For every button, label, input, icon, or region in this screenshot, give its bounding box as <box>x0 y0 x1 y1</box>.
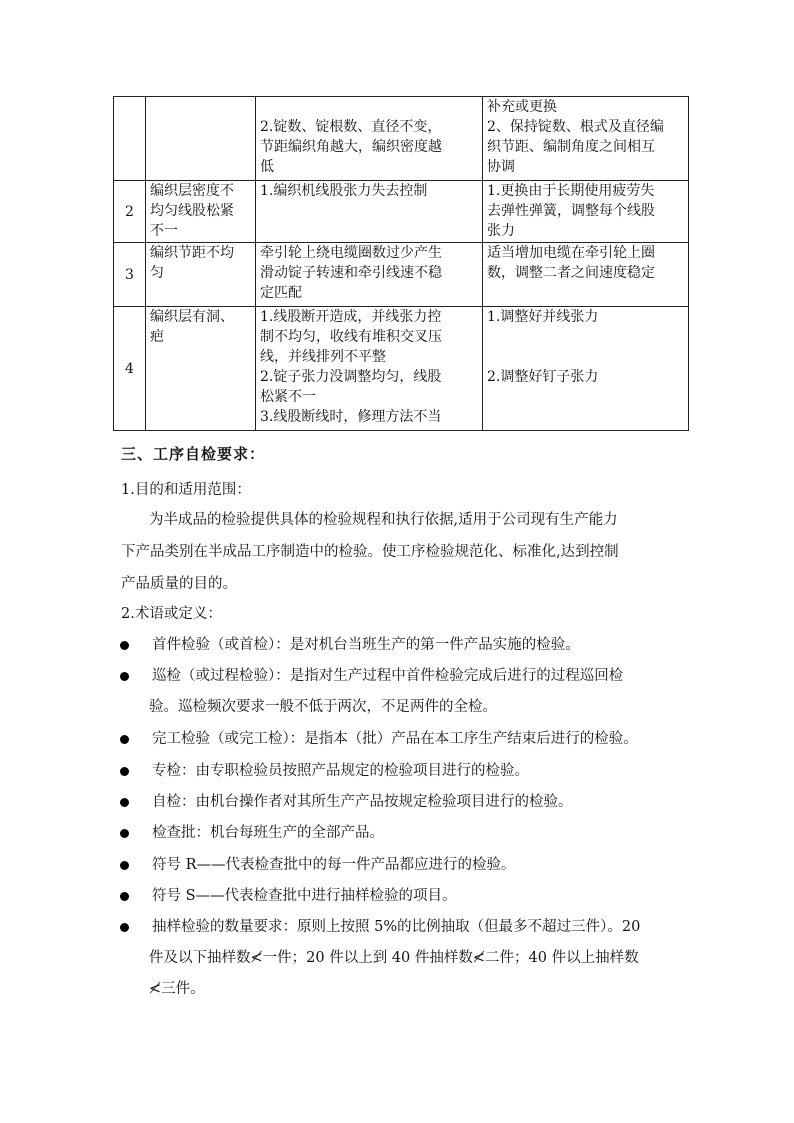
cell-cause <box>256 307 483 431</box>
row-number: 2 <box>114 181 146 243</box>
cell-cause <box>256 181 483 243</box>
cause-line: 松紧不一 <box>260 389 316 405</box>
bullet-text-line: 验。巡检频次要求一般不低于两次，不足两件的全检。 <box>149 699 497 715</box>
item1-body-line: 为半成品的检验提供具体的检验规程和执行依据,适用于公司现有生产能力 <box>149 512 618 528</box>
item1-body-line: 下产品类别在半成品工序制造中的检验。使工序检验规范化、标准化,达到控制 <box>121 544 619 560</box>
issue-line: 均匀线股松紧 <box>150 203 234 219</box>
bullet-text-line: 件及以下抽样数≮一件；20 件以上到 40 件抽样数≮二件；40 件以上抽样数 <box>149 950 639 966</box>
fix-line: 2.调整好钉子张力 <box>487 369 599 385</box>
cell-issue <box>146 97 256 181</box>
cause-line: 3.线股断线时，修理方法不当 <box>260 409 442 425</box>
bullet-dot-icon <box>120 829 129 838</box>
issue-line: 不一 <box>150 223 178 239</box>
cell-fix <box>483 181 689 243</box>
cause-line: 定匹配 <box>260 285 302 301</box>
bullet-text-line: 首件检验（或首检）：是对机台当班生产的第一件产品实施的检验。 <box>152 637 580 653</box>
cell-issue <box>146 307 256 431</box>
fix-line: 张力 <box>487 223 515 239</box>
issue-line: 疤 <box>150 329 164 345</box>
cause-line: 节距编织角越大，编织密度越 <box>260 139 442 155</box>
bullet-dot-icon <box>120 672 129 681</box>
bullet-text-line: 检查批：机台每班生产的全部产品。 <box>152 825 384 841</box>
fix-line: 去弹性弹簧，调整每个线股 <box>487 203 655 219</box>
fix-line <box>487 327 684 347</box>
row-number: 3 <box>114 243 146 307</box>
cell-fix <box>483 307 689 431</box>
cause-line <box>260 97 478 117</box>
fix-line: 数，调整二者之间速度稳定 <box>487 265 655 281</box>
bullet-text-line: 符号 S——代表检查批中进行抽样检验的项目。 <box>152 888 457 904</box>
fix-line: 织节距、编制角度之间相互 <box>487 139 655 155</box>
table-row <box>114 307 689 431</box>
row-number <box>114 97 146 181</box>
bullet-dot-icon <box>120 861 129 870</box>
bullet-text-line: 自检：由机台操作者对其所生产产品按规定检验项目进行的检验。 <box>152 794 573 810</box>
defect-table <box>113 96 689 431</box>
bullet-text-line: 巡检（或过程检验）：是指对生产过程中首件检验完成后进行的过程巡回检 <box>152 668 624 684</box>
bullet-text-line: 专检：由专职检验员按照产品规定的检验项目进行的检验。 <box>152 763 529 779</box>
cell-cause <box>256 97 483 181</box>
cause-line: 滑动锭子转速和牵引线速不稳 <box>260 265 442 281</box>
fix-line: 补充或更换 <box>487 99 557 115</box>
cause-line: 1.编织机线股张力失去控制 <box>260 183 428 199</box>
bullet-dot-icon <box>120 923 129 932</box>
item1-body-line: 产品质量的目的。 <box>121 576 237 592</box>
bullet-dot-icon <box>120 641 129 650</box>
bullet-text-line: 抽样检验的数量要求：原则上按照 5%的比例抽取（但最多不超过三件）。20 <box>152 919 641 935</box>
fix-line: 2、保持锭数、根式及直径编 <box>487 119 664 135</box>
cause-line: 2.锭子张力没调整均匀，线股 <box>260 369 442 385</box>
bullet-text-line: 符号 R——代表检查批中的每一件产品都应进行的检验。 <box>152 857 516 873</box>
bullet-text-line: 完工检验（或完工检）：是指本（批）产品在本工序生产结束后进行的检验。 <box>152 731 638 747</box>
bullet-text-line: ≮三件。 <box>149 981 205 997</box>
cell-issue <box>146 181 256 243</box>
section-heading: 三、工序自检要求： <box>121 445 266 463</box>
table-row <box>114 243 689 307</box>
table-row <box>114 97 689 181</box>
item2-title: 2.术语或定义： <box>121 606 222 622</box>
issue-line: 编织节距不均 <box>150 245 234 261</box>
bullet-dot-icon <box>120 767 129 776</box>
cause-line: 2.锭数、锭根数、直径不变， <box>260 119 442 135</box>
cause-line: 牵引轮上绕电缆圈数过少产生 <box>260 245 442 261</box>
cause-line: 线，并线排列不平整 <box>260 349 386 365</box>
fix-line: 1.更换由于长期使用疲劳失 <box>487 183 655 199</box>
cause-line: 低 <box>260 159 274 175</box>
cause-line: 制不均匀，收线有堆积交叉压 <box>260 329 442 345</box>
cell-fix <box>483 97 689 181</box>
bullet-dot-icon <box>120 735 129 744</box>
item1-title: 1.目的和适用范围： <box>121 482 251 498</box>
bullet-dot-icon <box>120 892 129 901</box>
cell-issue <box>146 243 256 307</box>
table-row <box>114 181 689 243</box>
row-number: 4 <box>114 307 146 431</box>
fix-line: 1.调整好并线张力 <box>487 309 599 325</box>
bullet-dot-icon <box>120 798 129 807</box>
cause-line: 1.线股断开造成，并线张力控 <box>260 309 442 325</box>
cell-cause <box>256 243 483 307</box>
issue-line: 匀 <box>150 265 164 281</box>
cell-fix <box>483 243 689 307</box>
fix-line: 适当增加电缆在牵引轮上圈 <box>487 245 655 261</box>
issue-line: 编织层有洞、 <box>150 309 234 325</box>
fix-line: 协调 <box>487 159 515 175</box>
fix-line <box>487 347 684 367</box>
issue-line: 编织层密度不 <box>150 183 234 199</box>
